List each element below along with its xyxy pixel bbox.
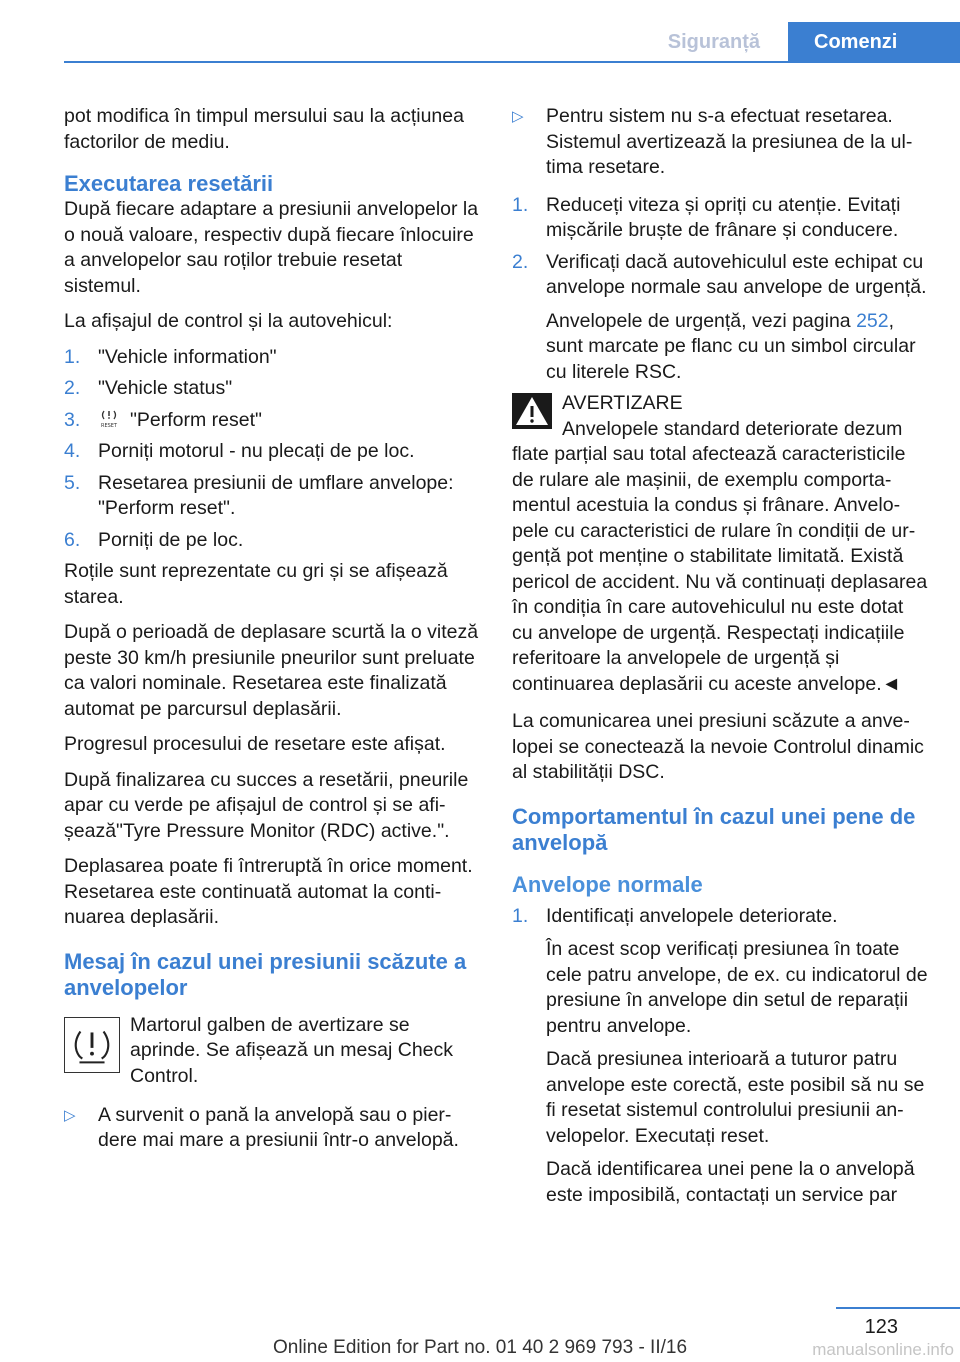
- warning-triangle-icon: [512, 393, 552, 429]
- tire-reset-icon: [98, 409, 120, 429]
- reset-paragraph-1: După fiecare adaptare a presiunii anvelopelor la o nouă valoare, respectiv după fiecare înlocuire a anvelopelor sau roților trebuie resetat sistemul.: [64, 198, 479, 297]
- reset-steps: [64, 345, 482, 554]
- svg-text:RESET: RESET: [100, 422, 118, 429]
- tire-pressure-warning-icon: [64, 1017, 120, 1073]
- heading-flat-tire: Comportamentul în cazul unei pene de anvelopă: [512, 803, 916, 855]
- list-item: 1. Identificați anvelopele deteriorate. În acest scop verificați presiunea în toate cele patru anvelope, de ex. cu indicatorul de presiune în anvelope din setul de reparații pentru anvelope. Dacă presiunea interioară a tuturor patru anvelope este corectă, este posibil să nu se fi resetat sistemul controlului presiunii anvelopelor. Executați reset. Dacă identificarea unei pene la o anvelopă este imposibilă, contactați un service par: [512, 904, 928, 1209]
- tab-comenzi[interactable]: Comenzi: [788, 22, 960, 62]
- list-item: 2. "Vehicle status": [64, 377, 233, 399]
- heading-normal-tires: Anvelope normale: [512, 871, 703, 897]
- header-tabs: [640, 22, 960, 62]
- paragraph-nominal-values: După o perioadă de deplasare scurtă la o viteză peste 30 km/h presiunile pneurilor sunt preluate ca valori nominale. Resetarea este finalizată automat pe parcursul deplasării.: [64, 621, 479, 720]
- page-link[interactable]: 252: [856, 309, 889, 332]
- action-steps: [512, 193, 928, 386]
- watermark: manualsonline.info: [812, 1340, 954, 1359]
- paragraph-dsc: La comunicarea unei presiuni scăzute a anvelopei se conectează la nevoie Controlul dinamic al stabilității DSC.: [512, 710, 924, 783]
- list-item: 5. Resetarea presiunii de umflare anvelope: "Perform reset".: [64, 471, 454, 519]
- step-detail: Dacă identificarea unei pene la o anvelopă este imposibilă, contactați un service par: [546, 1158, 915, 1206]
- cause-list-right: [512, 104, 928, 181]
- warning-text: flate parțial sau total afectează caracteristicile de rulare ale mașinii, de exemplu comportamentul acestuia la condus și frânare. Anvelopele cu caracteristici de rulare în condiții de urgență pot menține o stabilitate limitată. Există pericol de accident. Nu vă continuați deplasarea în condiția în care autovehiculul nu este dotat cu anvelope de urgență. Respectați indicațiile referitoare la anvelopele de urgență și continuarea deplasării cu aceste anvelope.◄: [512, 443, 928, 695]
- list-item: 1. Reduceți viteza și opriți cu atenție. Evitați mișcările bruște de frânare și conducere.: [512, 193, 901, 241]
- footer-rule: [836, 1307, 960, 1309]
- warning-lamp-text: Martorul galben de avertizare se aprinde. Se afișează un mesaj Check Control.: [130, 1013, 454, 1087]
- list-item: 6. Porniți de pe loc.: [64, 528, 244, 551]
- cause-list-left: [64, 1103, 482, 1154]
- list-item: 2. Verificați dacă autovehiculul este echipat cu anvelope normale sau anvelope de urgență. Anvelopele de urgență, vezi pagina 252, sunt marcate pe flanc cu un simbol circular cu literele RSC.: [512, 250, 928, 386]
- normal-tire-steps: [512, 904, 928, 1209]
- warning-block: [512, 391, 928, 697]
- triangle-bullet-icon: ▷: [512, 108, 524, 125]
- list-item: 1. "Vehicle information": [64, 345, 277, 368]
- list-item: ▷ A survenit o pană la anvelopă sau o pierdere mai mare a presiunii într-o anvelopă.: [64, 1103, 482, 1154]
- edition-footer: Online Edition for Part no. 01 40 2 969 793 - II/16: [272, 1337, 688, 1358]
- header-rule: [64, 61, 960, 63]
- triangle-bullet-icon: ▷: [64, 1106, 76, 1124]
- warning-lamp-block: [64, 1013, 482, 1093]
- reset-paragraph-2: La afișajul de control și la autovehicul:: [64, 310, 393, 332]
- list-item: 3. RESET "Perform reset": [64, 408, 262, 431]
- step-detail: Dacă presiunea interioară a tuturor patru anvelope este corectă, este posibil să nu se fi resetat sistemul controlului presiunii anvelopelor. Executați reset.: [546, 1048, 925, 1147]
- paragraph-wheels-grey: Roțile sunt reprezentate cu gri și se afișează starea.: [64, 560, 448, 608]
- page-number: 123: [864, 1316, 898, 1338]
- rsc-note: Anvelopele de urgență, vezi pagina 252, sunt marcate pe flanc cu un simbol circular cu literele RSC.: [546, 309, 916, 383]
- left-column: [64, 104, 482, 1160]
- right-column: [512, 104, 928, 1214]
- list-item: ▷ Pentru sistem nu s-a efectuat resetarea. Sistemul avertizează la presiunea de la ultima resetare.: [512, 104, 928, 181]
- warning-title: AVERTIZARE: [562, 392, 683, 414]
- paragraph-success: După finalizarea cu succes a resetării, pneurile apar cu verde pe afișajul de control și se afișează"Tyre Pressure Monitor (RDC) active.".: [64, 768, 469, 842]
- paragraph-progress: Progresul procesului de resetare este afișat.: [64, 733, 446, 755]
- intro-paragraph: pot modifica în timpul mersului sau la acțiunea factorilor de mediu.: [64, 105, 464, 153]
- step-detail: În acest scop verificați presiunea în toate cele patru anvelope, de ex. cu indicatorul de presiune în anvelope din setul de reparații pentru anvelope.: [546, 938, 928, 1037]
- list-item: 4. Porniți motorul - nu plecați de pe loc.: [64, 440, 415, 462]
- heading-low-pressure-message: Mesaj în cazul unei presiunii scăzute a anvelopelor: [64, 948, 467, 1000]
- heading-reset: Executarea resetării: [64, 171, 274, 196]
- warning-text-first-line: Anvelopele standard deteriorate dezum: [562, 417, 903, 440]
- tab-siguranta[interactable]: Siguranță: [667, 31, 760, 53]
- paragraph-interrupt: Deplasarea poate fi întreruptă în orice moment. Resetarea este continuată automat la continuarea deplasării.: [64, 855, 473, 928]
